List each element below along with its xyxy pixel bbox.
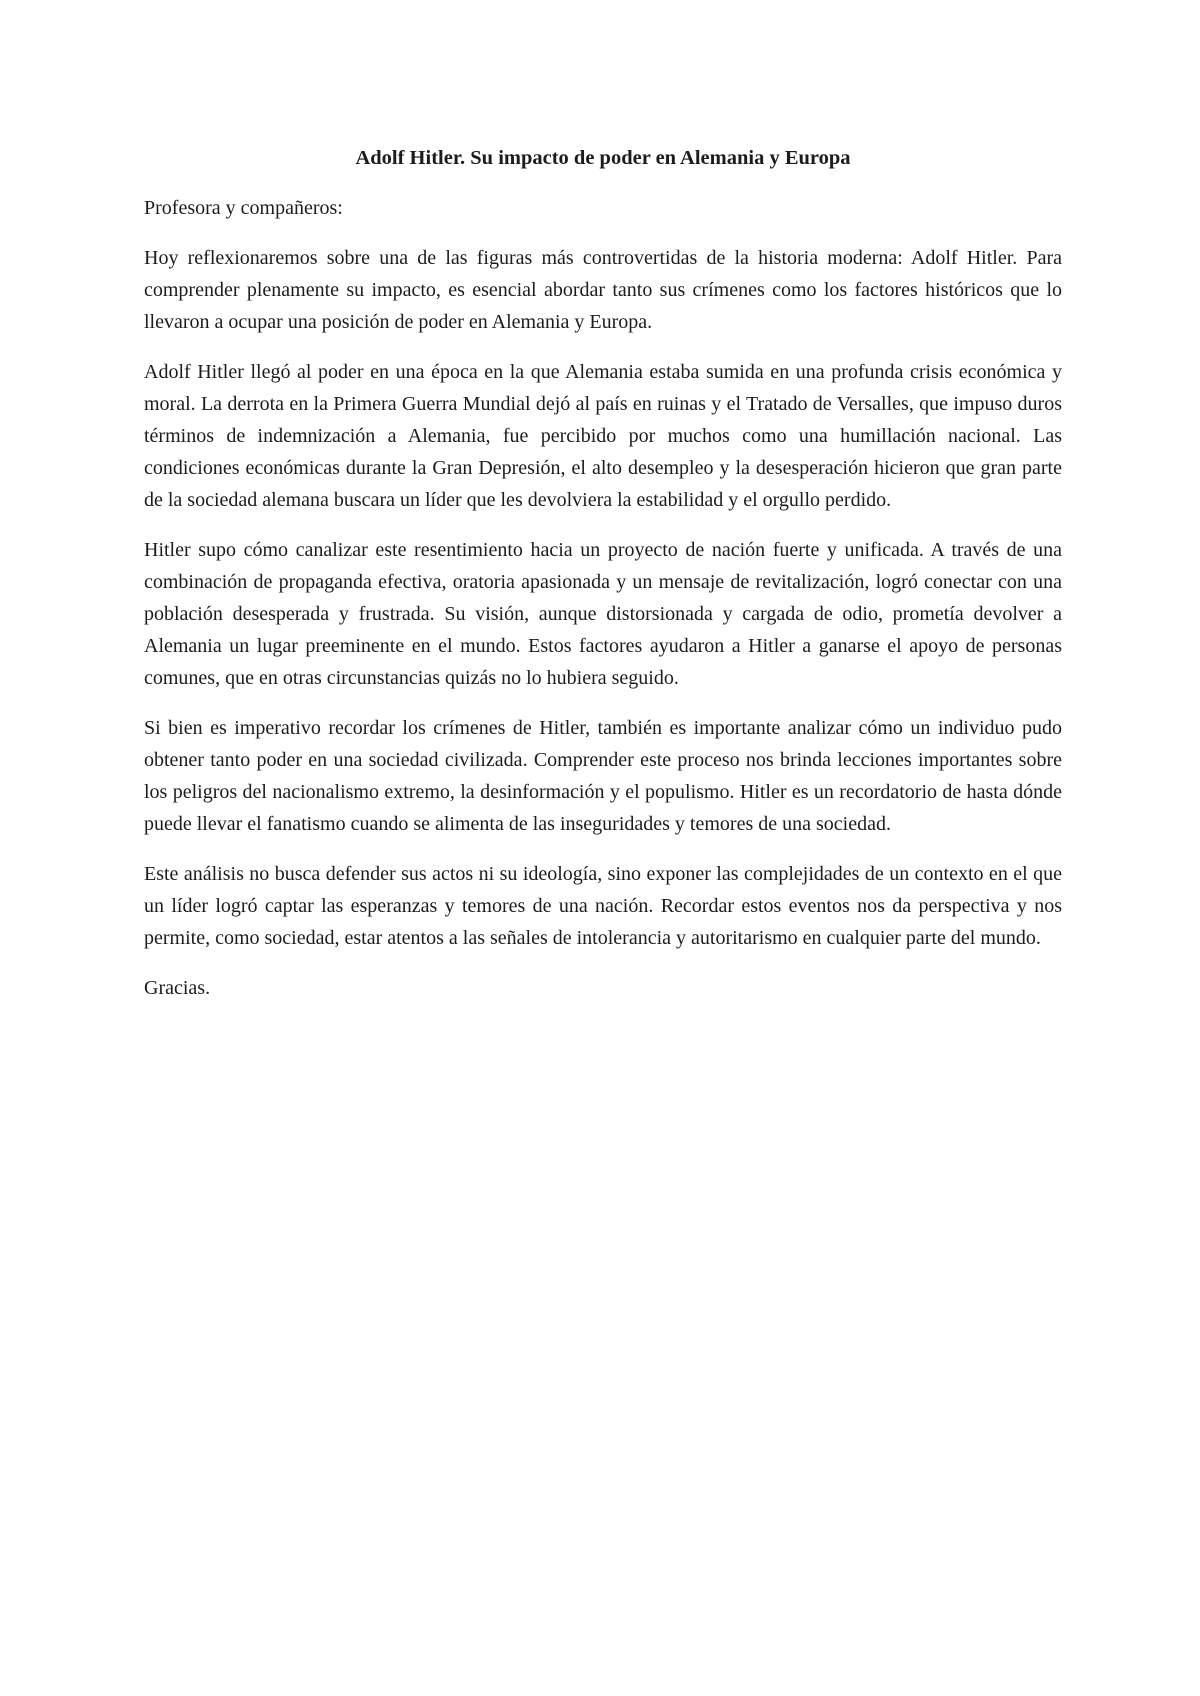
closing: Gracias. xyxy=(144,977,211,999)
paragraph-5: Este análisis no busca defender sus actos ni su ideología, sino exponer las complejidades de un contexto en el que un líder logró captar las esperanzas y temores de una nación. Recordar estos eventos nos da perspectiva y nos permite, como sociedad, estar atentos a las señales de intolerancia y autoritarismo en cualquier parte del mundo. xyxy=(144,863,1062,949)
salutation: Profesora y compañeros: xyxy=(144,197,343,219)
paragraph-3: Hitler supo cómo canalizar este resentimiento hacia un proyecto de nación fuerte y unificada. A través de una combinación de propaganda efectiva, oratoria apasionada y un mensaje de revitalización, logró conectar con una población desesperada y frustrada. Su visión, aunque distorsionada y cargada de odio, prometía devolver a Alemania un lugar preeminente en el mundo. Estos factores ayudaron a Hitler a ganarse el apoyo de personas comunes, que en otras circunstancias quizás no lo hubiera seguido. xyxy=(144,539,1062,689)
document-body xyxy=(144,142,1062,1004)
paragraph-4: Si bien es imperativo recordar los crímenes de Hitler, también es importante analizar cómo un individuo pudo obtener tanto poder en una sociedad civilizada. Comprender este proceso nos brinda lecciones importantes sobre los peligros del nacionalismo extremo, la desinformación y el populismo. Hitler es un recordatorio de hasta dónde puede llevar el fanatismo cuando se alimenta de las inseguridades y temores de una sociedad. xyxy=(144,717,1062,835)
paragraph-1: Hoy reflexionaremos sobre una de las figuras más controvertidas de la historia moderna: Adolf Hitler. Para comprender plenamente su impacto, es esencial abordar tanto sus crímenes como los factores históricos que lo llevaron a ocupar una posición de poder en Alemania y Europa. xyxy=(144,247,1062,333)
paragraph-2: Adolf Hitler llegó al poder en una época en la que Alemania estaba sumida en una profunda crisis económica y moral. La derrota en la Primera Guerra Mundial dejó al país en ruinas y el Tratado de Versalles, que impuso duros términos de indemnización a Alemania, fue percibido por muchos como una humillación nacional. Las condiciones económicas durante la Gran Depresión, el alto desempleo y la desesperación hicieron que gran parte de la sociedad alemana buscara un líder que les devolviera la estabilidad y el orgullo perdido. xyxy=(144,361,1062,511)
document-title: Adolf Hitler. Su impacto de poder en Alemania y Europa xyxy=(355,147,851,169)
